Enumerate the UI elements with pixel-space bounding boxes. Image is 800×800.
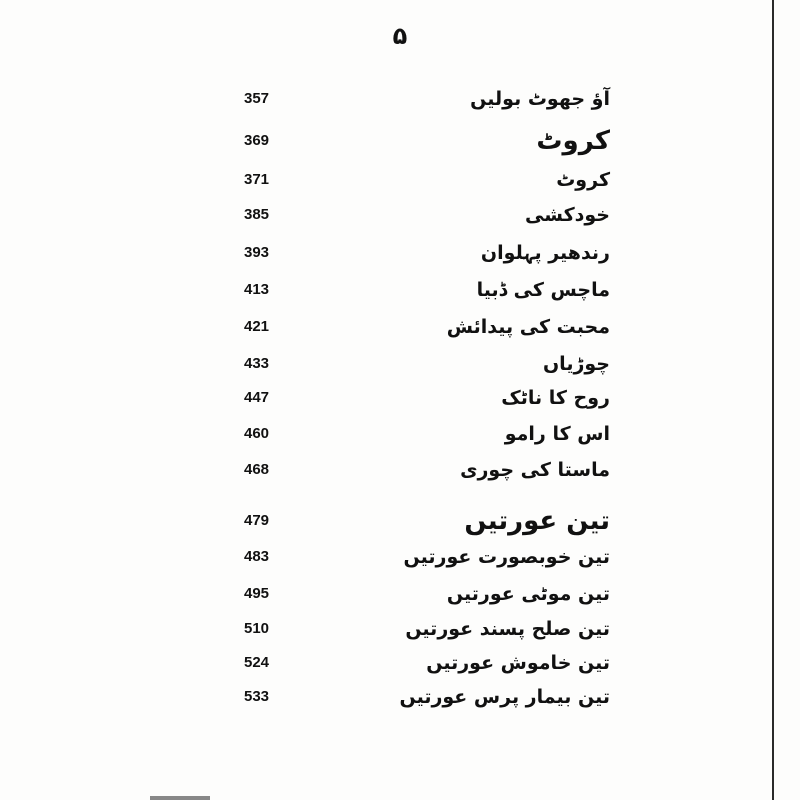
toc-entry: [0, 680, 800, 714]
toc-entry: [0, 417, 800, 451]
toc-entry: [0, 310, 800, 344]
toc-entry-title: تین عورتیں: [464, 506, 610, 536]
toc-entry: [0, 646, 800, 680]
toc-entry-title: تین بیمار پرس عورتیں: [399, 686, 610, 708]
toc-entry-page: 371: [244, 171, 270, 188]
toc-entry-page: 393: [244, 244, 270, 261]
toc-entry-title: آؤ جھوٹ بولیں: [470, 88, 610, 110]
toc-entry-title: تین موٹی عورتیں: [446, 583, 610, 605]
toc-entry-title: محبت کی پیدائش: [446, 316, 610, 338]
toc-entry-title: ماچس کی ڈبیا: [476, 279, 610, 301]
toc-entry-page: 357: [244, 90, 270, 107]
toc-entry-page: 468: [244, 461, 270, 478]
toc-entry-title: خودکشی: [525, 204, 610, 226]
page-edge-shadow: [772, 0, 774, 800]
toc-entry: [0, 381, 800, 415]
toc-entry: [0, 198, 800, 232]
toc-entry-title: کروٹ: [536, 126, 610, 156]
toc-entry-page: 524: [244, 654, 270, 671]
toc-entry: [0, 163, 800, 197]
toc-entry-page: 479: [244, 512, 270, 529]
toc-entry-title: چوڑیاں: [542, 353, 610, 375]
toc-entry-title: تین صلح پسند عورتیں: [405, 618, 610, 640]
toc-entry-page: 421: [244, 318, 270, 335]
toc-entry-page: 369: [244, 132, 270, 149]
toc-section-heading: [0, 124, 800, 158]
toc-entry-title: کروٹ: [556, 169, 610, 191]
toc-section-heading: [0, 504, 800, 538]
toc-entry-page: 460: [244, 425, 270, 442]
toc-entry-page: 433: [244, 355, 270, 372]
toc-entry: [0, 612, 800, 646]
toc-entry-page: 510: [244, 620, 270, 637]
toc-entry-page: 483: [244, 548, 270, 565]
toc-entry-title: اس کا رامو: [504, 423, 610, 445]
toc-entry: [0, 577, 800, 611]
toc-entry: [0, 82, 800, 116]
page-number: ۵: [392, 22, 408, 50]
toc-entry: [0, 453, 800, 487]
toc-entry: [0, 540, 800, 574]
toc-entry-title: رندھیر پہلوان: [480, 242, 610, 264]
toc-entry-page: 385: [244, 206, 270, 223]
toc-entry: [0, 236, 800, 270]
toc-entry-title: تین خاموش عورتیں: [426, 652, 610, 674]
page-bottom-mark: [150, 796, 210, 800]
toc-entry-page: 533: [244, 688, 270, 705]
toc-entry-title: روح کا ناٹک: [501, 387, 610, 409]
toc-entry-page: 447: [244, 389, 270, 406]
toc-entry-page: 495: [244, 585, 270, 602]
toc-entry-title: تین خوبصورت عورتیں: [403, 546, 610, 568]
toc-entry-title: ماستا کی چوری: [460, 459, 610, 481]
toc-entry-page: 413: [244, 281, 270, 298]
toc-entry: [0, 273, 800, 307]
toc-entry: [0, 347, 800, 381]
